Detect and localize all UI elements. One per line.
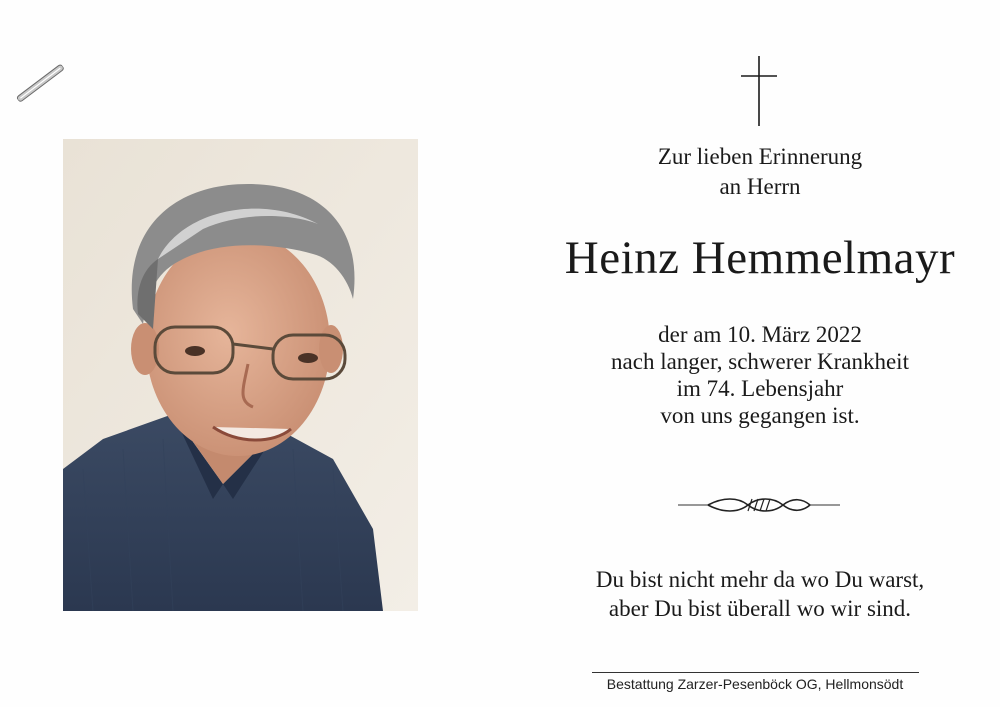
- details-line-4: von uns gegangen ist.: [660, 403, 860, 428]
- latin-cross-icon: [741, 56, 777, 126]
- portrait-photo: [63, 139, 418, 611]
- flourish-divider-icon: [678, 495, 840, 515]
- intro-line-2: an Herrn: [719, 174, 801, 199]
- paper-clip-icon: [16, 63, 66, 103]
- verse-line-2: aber Du bist überall wo wir sind.: [608, 596, 912, 621]
- details-line-2: nach langer, schwerer Krankheit: [611, 349, 909, 374]
- intro-text: [560, 142, 960, 202]
- details-line-1: der am 10. März 2022: [658, 322, 862, 347]
- deceased-name: Heinz Hemmelmayr: [564, 232, 956, 284]
- death-details: [540, 321, 980, 429]
- details-line-3: im 74. Lebensjahr: [676, 376, 844, 401]
- footer-divider: [592, 672, 919, 673]
- funeral-home-credit: Bestattung Zarzer-Pesenböck OG, Hellmonsödt: [606, 676, 904, 692]
- memorial-verse: [530, 565, 990, 623]
- verse-line-1: Du bist nicht mehr da wo Du warst,: [595, 567, 925, 592]
- intro-line-1: Zur lieben Erinnerung: [657, 144, 863, 169]
